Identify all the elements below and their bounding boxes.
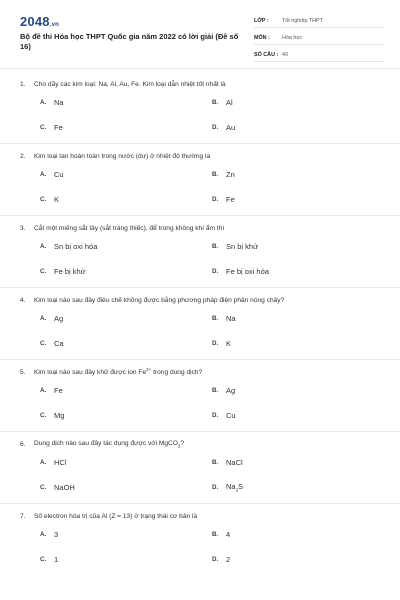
option-letter: C. xyxy=(40,556,47,563)
option-c[interactable] xyxy=(40,547,212,572)
option-b[interactable] xyxy=(212,306,384,331)
option-text: Ag xyxy=(226,386,236,395)
question-divider xyxy=(0,359,400,360)
formula-subscript: 2 xyxy=(235,487,239,493)
option-grid xyxy=(0,522,400,572)
question-list xyxy=(0,78,400,572)
question-stem xyxy=(0,150,400,162)
option-text: Mg xyxy=(54,411,65,420)
question-number: 7. xyxy=(20,512,26,520)
option-letter: C. xyxy=(40,124,47,131)
option-d[interactable] xyxy=(212,259,384,284)
question-number: 1. xyxy=(20,80,26,88)
question-divider xyxy=(0,431,400,432)
meta-row-class xyxy=(254,14,384,28)
option-text: K xyxy=(226,339,232,348)
question-text-pre: Kim loại nào sau đây khử được ion Fe xyxy=(34,369,147,377)
option-b[interactable] xyxy=(212,162,384,187)
option-c[interactable] xyxy=(40,259,212,284)
question-6 xyxy=(0,438,400,504)
option-text: Sn bị khử xyxy=(226,242,259,251)
meta-value: Hóa học xyxy=(282,34,303,41)
question-4 xyxy=(0,294,400,360)
option-c[interactable] xyxy=(40,475,212,500)
exam-meta xyxy=(254,14,384,65)
option-text: Fe bị oxi hóa xyxy=(226,267,269,276)
option-b[interactable] xyxy=(212,378,384,403)
question-1 xyxy=(0,78,400,144)
question-divider xyxy=(0,503,400,504)
option-text: Zn xyxy=(226,170,235,179)
option-letter: A. xyxy=(40,243,47,250)
header-divider xyxy=(0,68,400,69)
question-text-pre: Dung dịch nào sau đây tác dụng được với MgCO xyxy=(34,439,178,447)
option-text: Sn bị oxi hóa xyxy=(54,242,98,251)
question-2 xyxy=(0,150,400,216)
question-text: Số electron hóa trị của Al (Z = 13) ở trạng thái cơ bản là xyxy=(34,512,198,520)
option-text: Al xyxy=(226,98,233,107)
question-text-post: trong dung dịch? xyxy=(151,369,203,377)
option-letter: A. xyxy=(40,531,47,538)
option-letter: D. xyxy=(212,340,219,347)
option-text: Fe xyxy=(54,123,63,132)
question-divider xyxy=(0,143,400,144)
meta-key: SỐ CÂU : xyxy=(254,51,279,58)
option-a[interactable] xyxy=(40,378,212,403)
option-text: NaOH xyxy=(54,483,75,492)
option-text: Cu xyxy=(226,411,236,420)
logo-main: 2048 xyxy=(20,14,50,29)
question-stem xyxy=(0,438,400,450)
option-letter: C. xyxy=(40,412,47,419)
option-text: 3 xyxy=(54,530,59,539)
option-text: Au xyxy=(226,123,236,132)
option-letter: C. xyxy=(40,196,47,203)
question-number: 6. xyxy=(20,440,26,448)
question-number: 2. xyxy=(20,152,26,160)
option-letter: B. xyxy=(212,315,219,322)
option-text: 4 xyxy=(226,530,231,539)
option-letter: D. xyxy=(212,196,219,203)
option-text: Fe xyxy=(226,195,235,204)
option-text: K xyxy=(54,195,60,204)
option-letter: B. xyxy=(212,459,219,466)
header xyxy=(0,0,400,64)
question-stem xyxy=(0,366,400,378)
option-letter: C. xyxy=(40,484,47,491)
question-stem xyxy=(0,222,400,234)
option-letter: A. xyxy=(40,387,47,394)
option-d[interactable] xyxy=(212,331,384,356)
option-text: Na xyxy=(226,314,236,323)
option-text: Ca xyxy=(54,339,64,348)
option-letter: A. xyxy=(40,171,47,178)
option-letter: D. xyxy=(212,412,219,419)
question-number: 5. xyxy=(20,368,26,376)
option-text: Fe bị khử xyxy=(54,267,86,276)
question-5 xyxy=(0,366,400,432)
option-text: 2 xyxy=(226,555,231,564)
option-text: NaCl xyxy=(226,458,243,467)
option-a[interactable] xyxy=(40,522,212,547)
option-text xyxy=(226,482,243,493)
option-letter: B. xyxy=(212,531,219,538)
option-letter: B. xyxy=(212,243,219,250)
option-text: 1 xyxy=(54,555,59,564)
option-letter: A. xyxy=(40,459,47,466)
option-a[interactable] xyxy=(40,306,212,331)
question-text: Cho dãy các kim loại: Na, Al, Au, Fe. Kim loại dẫn nhiệt tốt nhất là xyxy=(34,80,226,88)
question-stem xyxy=(0,78,400,90)
option-d[interactable] xyxy=(212,187,384,212)
option-a[interactable] xyxy=(40,162,212,187)
option-d[interactable] xyxy=(212,475,384,500)
question-number: 4. xyxy=(20,296,26,304)
document-title: Bộ đề thi Hóa học THPT Quốc gia năm 2022 có lời giải (Đề số 16) xyxy=(20,32,239,51)
meta-value: Tốt nghiệp THPT xyxy=(282,17,323,24)
option-grid xyxy=(0,306,400,356)
question-text: Kim loại nào sau đây điều chế không được bằng phương pháp điện phân nóng chảy? xyxy=(34,296,285,304)
charge-superscript: 2+ xyxy=(146,367,152,373)
option-a[interactable] xyxy=(40,234,212,259)
option-letter: C. xyxy=(40,340,47,347)
option-c[interactable] xyxy=(40,403,212,428)
site-logo[interactable] xyxy=(20,14,59,29)
question-text xyxy=(34,440,400,448)
meta-key: MÔN : xyxy=(254,34,270,41)
meta-key: LỚP : xyxy=(254,17,269,24)
option-d[interactable] xyxy=(212,403,384,428)
question-7 xyxy=(0,510,400,572)
option-text: Fe xyxy=(54,386,63,395)
question-text-post: ? xyxy=(180,439,185,447)
question-divider xyxy=(0,215,400,216)
option-text: Na xyxy=(54,98,64,107)
option-letter: B. xyxy=(212,171,219,178)
question-3 xyxy=(0,222,400,288)
logo-suffix: .vn xyxy=(49,22,60,28)
option-grid xyxy=(0,162,400,212)
option-grid xyxy=(0,90,400,140)
option-letter: B. xyxy=(212,99,219,106)
question-number: 3. xyxy=(20,224,26,232)
option-grid xyxy=(0,234,400,284)
formula-pre: Na xyxy=(226,482,236,492)
question-text xyxy=(34,367,400,376)
option-letter: D. xyxy=(212,268,219,275)
meta-row-subject xyxy=(254,31,384,45)
option-c[interactable] xyxy=(40,331,212,356)
option-text: HCl xyxy=(54,458,67,467)
meta-row-count xyxy=(254,48,384,62)
option-grid xyxy=(0,450,400,500)
option-letter: A. xyxy=(40,315,47,322)
option-a[interactable] xyxy=(40,90,212,115)
question-stem xyxy=(0,510,400,522)
option-b[interactable] xyxy=(212,90,384,115)
formula-subscript: 3 xyxy=(177,443,181,449)
option-letter: D. xyxy=(212,124,219,131)
option-b[interactable] xyxy=(212,234,384,259)
option-letter: B. xyxy=(212,387,219,394)
option-letter: D. xyxy=(212,484,219,491)
question-divider xyxy=(0,287,400,288)
option-b[interactable] xyxy=(212,522,384,547)
option-c[interactable] xyxy=(40,187,212,212)
option-text: Cu xyxy=(54,170,64,179)
option-letter: C. xyxy=(40,268,47,275)
formula-post: S xyxy=(238,482,244,492)
meta-value: 40 xyxy=(282,51,288,58)
option-grid xyxy=(0,378,400,428)
option-c[interactable] xyxy=(40,115,212,140)
option-b[interactable] xyxy=(212,450,384,475)
option-text: Ag xyxy=(54,314,64,323)
option-letter: A. xyxy=(40,99,47,106)
option-a[interactable] xyxy=(40,450,212,475)
option-d[interactable] xyxy=(212,547,384,572)
option-letter: D. xyxy=(212,556,219,563)
question-text: Cắt một miếng sắt tây (sắt tráng thiếc), để trong không khí ẩm thì xyxy=(34,224,225,232)
option-d[interactable] xyxy=(212,115,384,140)
question-text: Kim loại tan hoàn toàn trong nước (dư) ở nhiệt độ thường là xyxy=(34,152,211,160)
question-stem xyxy=(0,294,400,306)
